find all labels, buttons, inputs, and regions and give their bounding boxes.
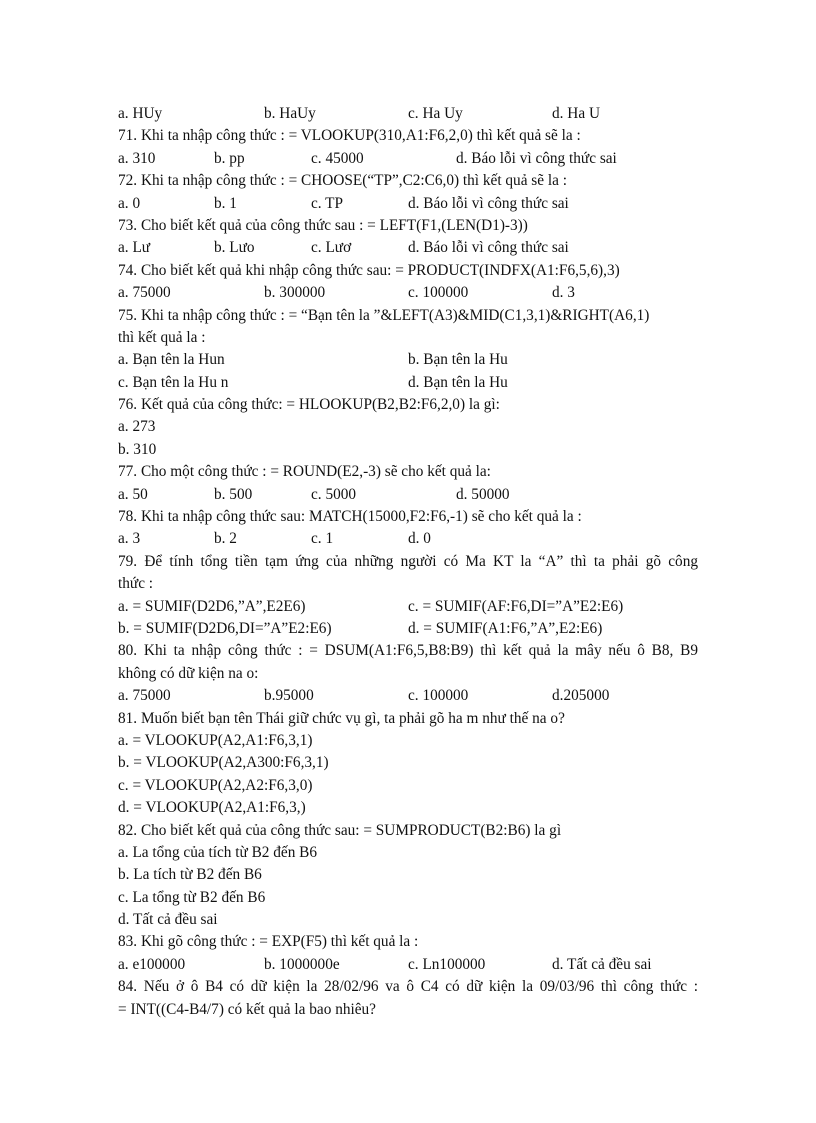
- answer-option: a. e100000: [118, 955, 186, 973]
- answer-option: d. 0: [408, 530, 431, 548]
- answer-option: d. Tất cả đều sai: [552, 955, 652, 973]
- answer-options-row: [118, 596, 698, 618]
- answer-option: a. Lư: [118, 239, 151, 257]
- answer-option: a. 310: [118, 149, 156, 167]
- answer-option: c. 100000: [408, 687, 469, 705]
- question-line: 79. Để tính tổng tiền tạm ứng của những người có Ma KT la “A” thì ta phải gõ công: [118, 552, 698, 570]
- answer-option: b. 1: [214, 194, 237, 212]
- answer-option: c. 45000: [311, 149, 364, 167]
- text-line: a. 273: [118, 418, 156, 436]
- answer-option: d. Báo lỗi vì công thức sai: [408, 194, 569, 212]
- answer-options-row: [118, 372, 698, 394]
- text-line: a. = VLOOKUP(A2,A1:F6,3,1): [118, 731, 313, 749]
- answer-option: c. TP: [311, 194, 344, 212]
- question-line: 82. Cho biết kết quả của công thức sau: = SUMPRODUCT(B2:B6) la gì: [118, 821, 562, 839]
- answer-option: c. Lươ: [311, 239, 352, 257]
- answer-option: d. = SUMIF(A1:F6,”A”,E2:E6): [408, 619, 603, 637]
- question-line: 78. Khi ta nhập công thức sau: MATCH(15000,F2:F6,-1) sẽ cho kết quả la :: [118, 508, 582, 526]
- answer-option: a. 3: [118, 530, 141, 548]
- answer-option: b. 500: [214, 485, 253, 503]
- answer-option: b. 300000: [264, 284, 326, 302]
- answer-options-row: [118, 148, 698, 170]
- question-line: 74. Cho biết kết quả khi nhập công thức sau: = PRODUCT(INDFX(A1:F6,5,6),3): [118, 261, 620, 279]
- answer-options-row: [118, 954, 698, 976]
- answer-option: b. HaUy: [264, 105, 316, 122]
- text-line: d. = VLOOKUP(A2,A1:F6,3,): [118, 799, 306, 817]
- answer-option: c. 1: [311, 530, 334, 548]
- text-line: = INT((C4-B4/7) có kết quả la bao nhiêu?: [118, 1000, 376, 1018]
- text-line: a. La tổng của tích từ B2 đến B6: [118, 843, 318, 861]
- question-line: 72. Khi ta nhập công thức : = CHOOSE(“TP”,C2:C6,0) thì kết quả sẽ la :: [118, 172, 567, 190]
- document-page: [118, 103, 698, 1021]
- answer-options-row: [118, 237, 698, 259]
- answer-options-row: [118, 528, 698, 550]
- text-line: c. La tổng từ B2 đến B6: [118, 888, 266, 906]
- answer-option: d. Báo lỗi vì công thức sai: [456, 149, 617, 167]
- answer-option: d. Bạn tên la Hu: [408, 373, 508, 391]
- question-line: 81. Muốn biết bạn tên Thái giữ chức vụ gì, ta phải gõ ha m như thế na o?: [118, 709, 565, 727]
- answer-options-row: [118, 685, 698, 707]
- question-line: 71. Khi ta nhập công thức : = VLOOKUP(310,A1:F6,2,0) thì kết quả sẽ la :: [118, 127, 581, 145]
- text-line: b. La tích từ B2 đến B6: [118, 866, 262, 884]
- text-line: không có dữ kiện na o:: [118, 664, 259, 682]
- answer-option: d. Ha U: [552, 105, 601, 122]
- answer-option: b. 2: [214, 530, 237, 548]
- question-line: 80. Khi ta nhập công thức : = DSUM(A1:F6,5,B8:B9) thì kết quả la mây nếu ô B8, B9: [118, 642, 698, 660]
- answer-option: c. = SUMIF(AF:F6,DI=”A”E2:E6): [408, 597, 624, 615]
- answer-option: c. Bạn tên la Hu n: [118, 373, 229, 391]
- answer-option: c. 100000: [408, 284, 469, 302]
- answer-options-row: [118, 349, 698, 371]
- answer-options-row: [118, 282, 698, 304]
- text-line: thức :: [118, 575, 154, 593]
- answer-option: b. Bạn tên la Hu: [408, 351, 508, 369]
- answer-option: d. 50000: [456, 485, 510, 503]
- answer-option: a. 0: [118, 194, 141, 212]
- answer-option: b. pp: [214, 149, 245, 167]
- question-line: 77. Cho một công thức : = ROUND(E2,-3) sẽ cho kết quả la:: [118, 463, 491, 481]
- answer-options-row: [118, 103, 698, 125]
- text-line: b. = VLOOKUP(A2,A300:F6,3,1): [118, 754, 329, 772]
- answer-option: d.205000: [552, 687, 610, 705]
- answer-option: c. Ha Uy: [408, 105, 463, 122]
- answer-option: b. Lưo: [214, 239, 255, 257]
- answer-option: c. Ln100000: [408, 955, 486, 973]
- answer-option: a. 75000: [118, 687, 171, 705]
- text-line: b. 310: [118, 440, 157, 458]
- question-line: 76. Kết quả của công thức: = HLOOKUP(B2,B2:F6,2,0) la gì:: [118, 396, 500, 414]
- answer-option: c. 5000: [311, 485, 357, 503]
- answer-option: b. = SUMIF(D2D6,DI=”A”E2:E6): [118, 619, 332, 637]
- answer-option: d. 3: [552, 284, 575, 302]
- answer-option: b.95000: [264, 687, 314, 705]
- question-line: 84. Nếu ở ô B4 có dữ kiện la 28/02/96 va ô C4 có dữ kiện la 09/03/96 thì công thức :: [118, 978, 698, 996]
- answer-option: a. 75000: [118, 284, 171, 302]
- answer-option: b. 1000000e: [264, 955, 340, 973]
- text-line: thì kết quả la :: [118, 328, 206, 346]
- answer-option: a. 50: [118, 485, 148, 503]
- answer-options-row: [118, 484, 698, 506]
- answer-options-row: [118, 193, 698, 215]
- answer-option: a. HUy: [118, 105, 163, 122]
- question-line: 73. Cho biết kết quả của công thức sau : = LEFT(F1,(LEN(D1)-3)): [118, 216, 528, 234]
- answer-option: a. Bạn tên la Hun: [118, 351, 225, 369]
- question-line: 75. Khi ta nhập công thức : = “Bạn tên la ”&LEFT(A3)&MID(C1,3,1)&RIGHT(A6,1): [118, 306, 650, 324]
- text-line: d. Tất cả đều sai: [118, 911, 218, 929]
- answer-option: d. Báo lỗi vì công thức sai: [408, 239, 569, 257]
- text-line: c. = VLOOKUP(A2,A2:F6,3,0): [118, 776, 313, 794]
- answer-option: a. = SUMIF(D2D6,”A”,E2E6): [118, 597, 306, 615]
- question-line: 83. Khi gõ công thức : = EXP(F5) thì kết quả la :: [118, 933, 419, 951]
- answer-options-row: [118, 618, 698, 640]
